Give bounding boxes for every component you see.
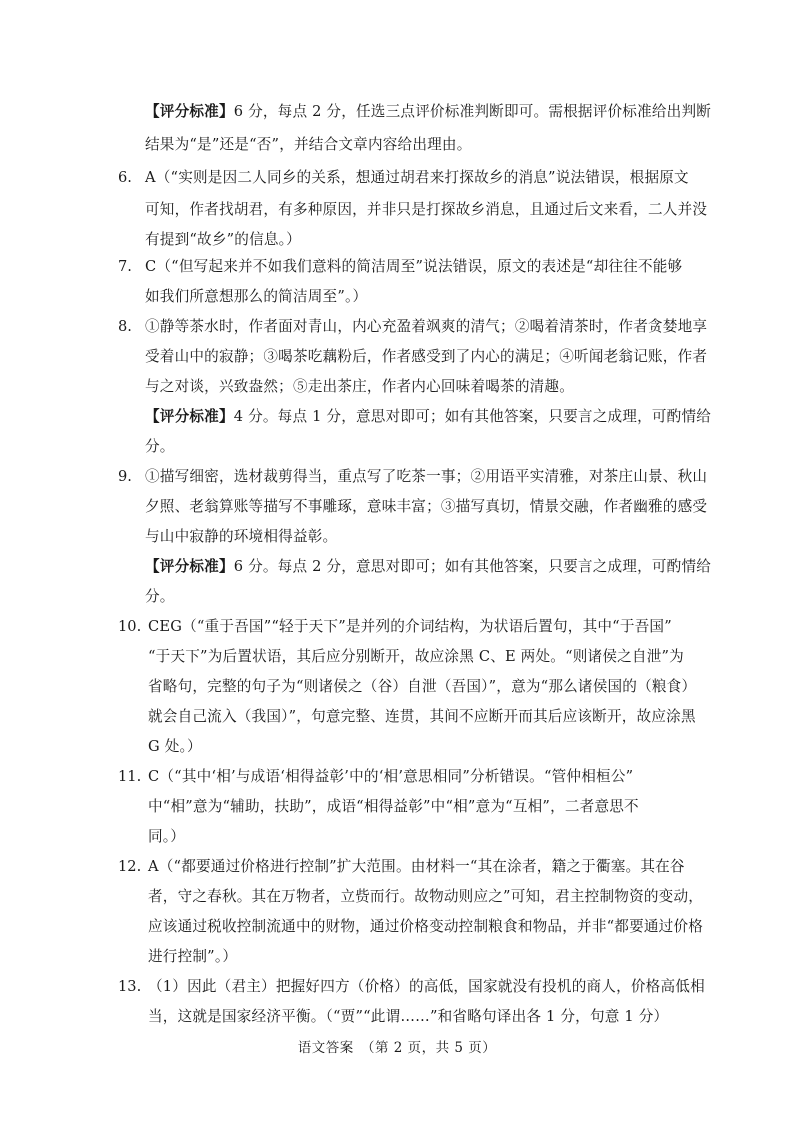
answer-line: 可知，作者找胡君，有多种原因，并非只是打探故乡消息，且通过后文来看，二人并没 xyxy=(145,201,708,218)
answer-line: （1）因此（君主）把握好四方（价格）的高低，国家就没有投机的商人，价格高低相 xyxy=(148,978,705,995)
question-number: 10. xyxy=(118,618,142,635)
answer-line: ①静等茶水时，作者面对青山，内心充盈着飒爽的清气；②喝着清茶时，作者贪婪地享 xyxy=(145,318,708,335)
scoring-standard-text: 4 分。每点 1 分，意思对即可；如有其他答案，只要言之成理，可酌情给 xyxy=(233,408,712,425)
scoring-standard-q5-line2: 结果为“是”还是“否”，并结合文章内容给出理由。 xyxy=(145,136,472,153)
answer-line: 当，这就是国家经济平衡。（“贾”“此谓……”和省略句译出各 1 分，句意 1 分） xyxy=(148,1008,669,1025)
scoring-standard-text: 6 分。每点 2 分，意思对即可；如有其他答案，只要言之成理，可酌情给 xyxy=(233,558,712,575)
answer-line: ①描写细密，选材裁剪得当，重点写了吃茶一事；②用语平实清雅，对茶庄山景、秋山 xyxy=(145,468,708,485)
answer-line: 受着山中的寂静；③喝茶吃藕粉后，作者感受到了内心的满足；④听闻老翁记账，作者 xyxy=(145,348,708,365)
answer-line: CEG（“重于吾国”“轻于天下”是并列的介词结构，为状语后置句，其中“于吾国” xyxy=(148,618,672,635)
question-number: 6. xyxy=(118,169,132,186)
scoring-standard-q5-line1 xyxy=(145,102,711,122)
scoring-standard-q9-line2: 分。 xyxy=(145,588,175,605)
answer-line: 夕照、老翁算账等描写不事雕琢，意味丰富；③描写真切，情景交融，作者幽雅的感受 xyxy=(145,498,708,515)
answer-line: 与山中寂静的环境相得益彰。 xyxy=(145,528,338,545)
answer-line: A（“实则是因二人同乡的关系，想通过胡君来打探故乡的消息”说法错误，根据原文 xyxy=(145,169,689,186)
scoring-standard-text: 6 分，每点 2 分，任选三点评价标准判断即可。需根据评价标准给出判断 xyxy=(233,103,712,120)
question-number: 13. xyxy=(118,978,142,995)
question-number: 8. xyxy=(118,318,132,335)
answer-line: 如我们所意想那么的简洁周至”。） xyxy=(145,288,368,305)
page-footer: 语文答案 （第 2 页，共 5 页） xyxy=(297,1040,497,1056)
scoring-standard-q9-line1 xyxy=(145,557,711,577)
answer-line: 者，守之春秋。其在万物者，立赀而行。故物动则应之”可知，君主控制物资的变动， xyxy=(148,888,704,905)
answer-line: A（“都要通过价格进行控制”扩大范围。由材料一“其在涂者，籍之于衢塞。其在谷 xyxy=(148,858,685,875)
scoring-standard-label: 【评分标准】 xyxy=(145,408,234,425)
question-number: 7. xyxy=(118,258,132,275)
question-number: 9. xyxy=(118,468,132,485)
answer-line: C（“其中‘相’与成语‘相得益彰’中的‘相’意思相同”分析错误。“管仲相桓公” xyxy=(148,768,634,785)
scoring-standard-label: 【评分标准】 xyxy=(145,558,234,575)
answer-line: G 处。） xyxy=(148,738,202,755)
answer-line: “于天下”为后置状语，其后应分别断开，故应涂黑 C、E 两处。“则诸侯之自泄”为 xyxy=(148,648,684,665)
answer-line: 中“相”意为“辅助，扶助”，成语“相得益彰”中“相”意为“互相”，二者意思不 xyxy=(148,798,639,815)
answer-line: 与之对谈，兴致盎然；⑤走出茶庄，作者内心回味着喝茶的清趣。 xyxy=(145,378,575,395)
answer-line: 省略句，完整的句子为“则诸侯之（谷）自泄（吾国）”，意为“那么诸侯国的（粮食） xyxy=(148,678,697,695)
question-number: 12. xyxy=(118,858,142,875)
scoring-standard-q8-line2: 分。 xyxy=(145,438,175,455)
answer-line: 就会自己流入（我国）”，句意完整、连贯，其间不应断开而其后应该断开，故应涂黑 xyxy=(148,708,696,725)
answer-line: 有提到“故乡”的信息。） xyxy=(145,231,301,248)
answer-line: C（“但写起来并不如我们意料的简洁周至”说法错误，原文的表述是“却往往不能够 xyxy=(145,258,683,275)
answer-line: 进行控制”。） xyxy=(148,948,238,965)
scoring-standard-q8-line1 xyxy=(145,407,711,427)
answer-line: 应该通过税收控制流通中的财物，通过价格变动控制粮食和物品，并非“都要通过价格 xyxy=(148,918,704,935)
answer-line: 同。） xyxy=(148,828,186,845)
scoring-standard-label: 【评分标准】 xyxy=(145,103,234,120)
question-number: 11. xyxy=(118,768,142,785)
